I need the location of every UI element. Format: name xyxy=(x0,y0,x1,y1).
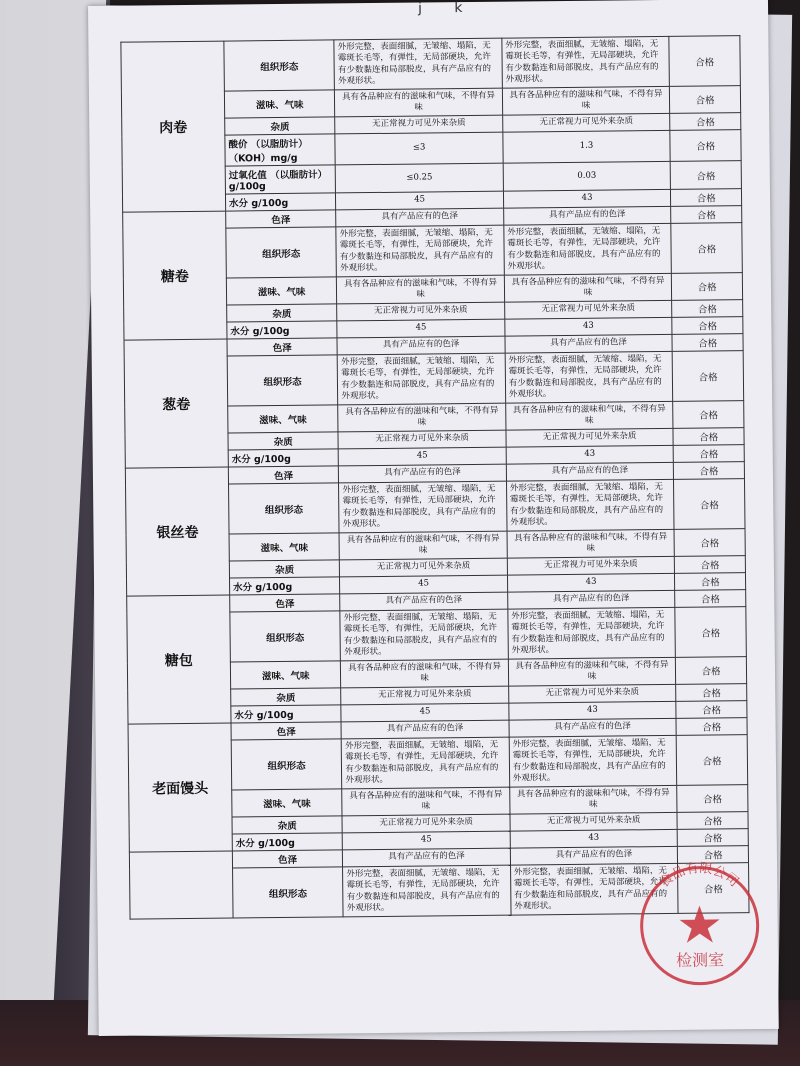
test-result-value: 外形完整，表面细腻，无皱缩、塌陷，无霉斑长毛等，有弹性，无局部硬块，允许有少数黏连和局部脱皮，具有产品应有的外观形状。 xyxy=(505,351,673,403)
standard-requirement: 外形完整，表面细腻，无皱缩、塌陷，无霉斑长毛等，有弹性，无局部硬块，允许有少数黏连和局部脱皮，具有产品应有的外观形状。 xyxy=(339,481,507,533)
test-item: 组织形态 xyxy=(228,483,339,534)
standard-requirement: 无正常视力可见外来杂质 xyxy=(337,302,505,321)
inspection-stamp xyxy=(635,861,764,990)
conclusion: 合格 xyxy=(673,428,744,446)
standard-requirement: 45 xyxy=(338,447,506,466)
test-result-value: 具有各品种应有的滋味和气味，不得有异味 xyxy=(504,273,672,302)
standard-requirement: 具有各品种应有的滋味和气味，不得有异味 xyxy=(341,659,509,688)
standard-requirement: 具有产品应有的色泽 xyxy=(341,720,509,739)
test-result-value: 外形完整，表面细腻，无皱缩、塌陷，无霉斑长毛等，有弹性，无局部硬块，允许有少数黏连和局部脱皮，具有产品应有的外观形状。 xyxy=(510,863,678,915)
report-sheet xyxy=(88,0,779,1036)
test-item: 组织形态 xyxy=(231,739,342,790)
test-item: 杂质 xyxy=(225,117,336,135)
standard-requirement: 具有各品种应有的滋味和气味，不得有异味 xyxy=(335,88,503,117)
conclusion: 合格 xyxy=(676,701,747,719)
test-result-value: 具有产品应有的色泽 xyxy=(510,846,678,865)
test-item: 色泽 xyxy=(230,594,341,612)
test-result-value: 43 xyxy=(509,701,677,720)
standard-requirement: 45 xyxy=(341,703,509,722)
test-result-value: 无正常视力可见外来杂质 xyxy=(502,113,670,132)
conclusion: 合格 xyxy=(675,573,746,591)
test-result-value: 具有各品种应有的滋味和气味，不得有异味 xyxy=(509,785,677,814)
conclusion: 合格 xyxy=(673,401,744,429)
test-result-value: 43 xyxy=(510,829,678,848)
standard-requirement: 45 xyxy=(340,575,508,594)
conclusion: 合格 xyxy=(678,863,749,914)
test-result-value: 具有各品种应有的滋味和气味，不得有异味 xyxy=(502,86,670,115)
test-item: 杂质 xyxy=(232,816,343,834)
standard-requirement: 外形完整，表面细腻，无皱缩、塌陷，无霉斑长毛等，有弹性，无局部硬块，允许有少数黏连和局部脱皮，具有产品应有的外观形状。 xyxy=(343,865,511,917)
test-item: 杂质 xyxy=(229,560,340,578)
product-name: 糖卷 xyxy=(123,211,227,340)
test-result-value: 43 xyxy=(503,189,671,208)
standard-requirement: 45 xyxy=(343,831,511,850)
test-result-value: 具有各品种应有的滋味和气味，不得有异味 xyxy=(505,401,673,430)
test-result-value: 0.03 xyxy=(503,161,671,191)
standard-requirement: 45 xyxy=(336,191,504,210)
standard-requirement: 无正常视力可见外来杂质 xyxy=(341,686,509,705)
test-result-value: 具有产品应有的色泽 xyxy=(503,206,671,225)
standard-requirement: 具有产品应有的色泽 xyxy=(336,208,504,227)
test-item: 水分 g/100g xyxy=(232,833,343,851)
test-item: 组织形态 xyxy=(230,611,341,662)
standard-requirement: 具有产品应有的色泽 xyxy=(339,464,507,483)
test-result-value: 外形完整，表面细腻，无皱缩、塌陷，无霉斑长毛等，有弹性，无局部硬块，允许有少数黏连和局部脱皮，具有产品应有的外观形状。 xyxy=(508,607,676,659)
product-name: 葱卷 xyxy=(124,339,228,468)
test-item: 水分 g/100g xyxy=(229,577,340,595)
conclusion: 合格 xyxy=(676,684,747,702)
conclusion: 合格 xyxy=(670,86,741,114)
test-item: 色泽 xyxy=(232,850,343,868)
conclusion: 合格 xyxy=(670,113,741,131)
standard-requirement: 外形完整，表面细腻，无皱缩、塌陷，无霉斑长毛等，有弹性，无局部硬块，允许有少数黏连和局部脱皮，具有产品应有的外观形状。 xyxy=(336,225,504,277)
test-result-value: 43 xyxy=(507,573,675,592)
conclusion: 合格 xyxy=(675,556,746,574)
test-result-value: 具有产品应有的色泽 xyxy=(506,462,674,481)
test-item: 水分 g/100g xyxy=(228,449,339,467)
conclusion: 合格 xyxy=(672,273,743,301)
standard-requirement: ≤3 xyxy=(335,132,503,165)
table-row xyxy=(121,36,740,92)
conclusion: 合格 xyxy=(676,735,747,786)
test-result-value: 无正常视力可见外来杂质 xyxy=(508,684,676,703)
test-item: 色泽 xyxy=(227,338,338,356)
conclusion: 合格 xyxy=(675,590,746,608)
test-result-value: 具有产品应有的色泽 xyxy=(509,718,677,737)
test-result-value: 无正常视力可见外来杂质 xyxy=(510,812,678,831)
table-body xyxy=(121,36,749,919)
conclusion: 合格 xyxy=(677,829,748,847)
test-item: 组织形态 xyxy=(226,227,337,278)
test-item: 滋味、气味 xyxy=(228,405,339,433)
conclusion: 合格 xyxy=(674,479,745,530)
test-item: 滋味、气味 xyxy=(229,533,340,561)
test-result-value: 1.3 xyxy=(503,130,671,163)
standard-requirement: 外形完整，表面细腻，无皱缩、塌陷，无霉斑长毛等，有弹性，无局部硬块，允许有少数黏连和局部脱皮，具有产品应有的外观形状。 xyxy=(338,353,506,405)
test-item: 滋味、气味 xyxy=(230,661,341,689)
test-result-value: 外形完整，表面细腻，无皱缩、塌陷，无霉斑长毛等，有弹性，无局部硬块，允许有少数黏连和局部脱皮，具有产品应有的外观形状。 xyxy=(504,223,672,275)
test-result-value: 无正常视力可见外来杂质 xyxy=(504,300,672,319)
test-result-value: 具有各品种应有的滋味和气味，不得有异味 xyxy=(508,657,676,686)
test-item: 组织形态 xyxy=(232,867,343,918)
standard-requirement: 45 xyxy=(337,319,505,338)
conclusion: 合格 xyxy=(671,223,742,274)
conclusion: 合格 xyxy=(669,36,740,87)
test-result-value: 43 xyxy=(506,445,674,464)
standard-requirement: 无正常视力可见外来杂质 xyxy=(342,814,510,833)
test-item: 滋味、气味 xyxy=(226,277,337,305)
test-result-value: 具有产品应有的色泽 xyxy=(505,334,673,353)
conclusion: 合格 xyxy=(671,189,742,207)
conclusion: 合格 xyxy=(670,130,741,162)
inspection-table xyxy=(120,35,749,919)
conclusion: 合格 xyxy=(674,529,745,557)
conclusion: 合格 xyxy=(672,334,743,352)
standard-requirement: 具有各品种应有的滋味和气味，不得有异味 xyxy=(338,403,506,432)
standard-requirement: 具有各品种应有的滋味和气味，不得有异味 xyxy=(337,275,505,304)
conclusion: 合格 xyxy=(676,657,747,685)
test-item: 杂质 xyxy=(227,304,338,322)
test-item: 水分 g/100g xyxy=(227,321,338,339)
conclusion: 合格 xyxy=(672,317,743,335)
standard-requirement: 外形完整，表面细腻，无皱缩、塌陷，无霉斑长毛等，有弹性，无局部硬块，允许有少数黏连和局部脱皮，具有产品应有的外观形状。 xyxy=(334,38,502,90)
test-result-value: 无正常视力可见外来杂质 xyxy=(506,428,674,447)
test-item: 杂质 xyxy=(231,688,342,706)
test-item: 酸价 （以脂肪计）（KOH）mg/g xyxy=(225,134,336,166)
standard-requirement: 无正常视力可见外来杂质 xyxy=(335,115,503,134)
standard-requirement: ≤0.25 xyxy=(336,163,504,193)
conclusion: 合格 xyxy=(677,812,748,830)
standard-requirement: 外形完整，表面细腻，无皱缩、塌陷，无霉斑长毛等，有弹性，无局部硬块，允许有少数黏连和局部脱皮，具有产品应有的外观形状。 xyxy=(340,609,508,661)
test-result-value: 具有产品应有的色泽 xyxy=(507,590,675,609)
standard-requirement: 具有产品应有的色泽 xyxy=(343,848,511,867)
conclusion: 合格 xyxy=(671,206,742,224)
test-item: 过氧化值 （以脂肪计）g/100g xyxy=(225,165,336,194)
conclusion: 合格 xyxy=(670,161,741,190)
stamp-bottom-text: 检测室 xyxy=(675,950,725,970)
test-item: 组织形态 xyxy=(227,355,338,406)
standard-requirement: 外形完整，表面细腻，无皱缩、塌陷，无霉斑长毛等，有弹性，无局部硬块，允许有少数黏连和局部脱皮，具有产品应有的外观形状。 xyxy=(342,737,510,789)
product-name xyxy=(129,851,233,919)
product-name: 肉卷 xyxy=(121,41,226,212)
test-result-value: 外形完整，表面细腻，无皱缩、塌陷，无霉斑长毛等，有弹性，无局部硬块，允许有少数黏连和局部脱皮，具有产品应有的外观形状。 xyxy=(506,479,674,531)
test-item: 杂质 xyxy=(228,432,339,450)
test-result-value: 具有各品种应有的滋味和气味，不得有异味 xyxy=(507,529,675,558)
conclusion: 合格 xyxy=(672,300,743,318)
standard-requirement: 具有产品应有的色泽 xyxy=(340,592,508,611)
test-result-value: 无正常视力可见外来杂质 xyxy=(507,556,675,575)
test-item: 色泽 xyxy=(228,466,339,484)
stamp-star-icon xyxy=(679,905,719,942)
conclusion: 合格 xyxy=(677,785,748,813)
standard-requirement: 具有各品种应有的滋味和气味，不得有异味 xyxy=(339,531,507,560)
test-item: 水分 g/100g xyxy=(225,193,336,211)
conclusion: 合格 xyxy=(676,718,747,736)
test-item: 水分 g/100g xyxy=(231,705,342,723)
test-result-value: 43 xyxy=(505,317,673,336)
conclusion: 合格 xyxy=(672,351,743,402)
conclusion: 合格 xyxy=(673,445,744,463)
conclusion: 合格 xyxy=(675,607,746,658)
product-name: 糖包 xyxy=(127,595,231,724)
standard-requirement: 无正常视力可见外来杂质 xyxy=(338,430,506,449)
standard-requirement: 无正常视力可见外来杂质 xyxy=(340,558,508,577)
test-result-value: 外形完整，表面细腻，无皱缩、塌陷，无霉斑长毛等，有弹性，无局部硬块，允许有少数黏连和局部脱皮，具有产品应有的外观形状。 xyxy=(509,735,677,787)
test-item: 色泽 xyxy=(231,722,342,740)
conclusion: 合格 xyxy=(674,462,745,480)
test-item: 滋味、气味 xyxy=(224,90,335,118)
standard-requirement: 具有各品种应有的滋味和气味，不得有异味 xyxy=(342,787,510,816)
test-result-value: 外形完整，表面细腻，无皱缩、塌陷，无霉斑长毛等，有弹性，无局部硬块，允许有少数黏连和局部脱皮，具有产品应有的外观形状。 xyxy=(502,36,670,88)
product-name: 银丝卷 xyxy=(125,467,229,596)
product-name: 老面馒头 xyxy=(128,723,232,852)
header-fragment: j k xyxy=(417,0,477,17)
standard-requirement: 具有产品应有的色泽 xyxy=(337,336,505,355)
test-item: 滋味、气味 xyxy=(232,789,343,817)
stamp-arc-text: 食品有限公司 xyxy=(657,860,742,891)
test-item: 组织形态 xyxy=(224,40,335,91)
conclusion: 合格 xyxy=(678,846,749,864)
test-item: 色泽 xyxy=(226,210,337,228)
